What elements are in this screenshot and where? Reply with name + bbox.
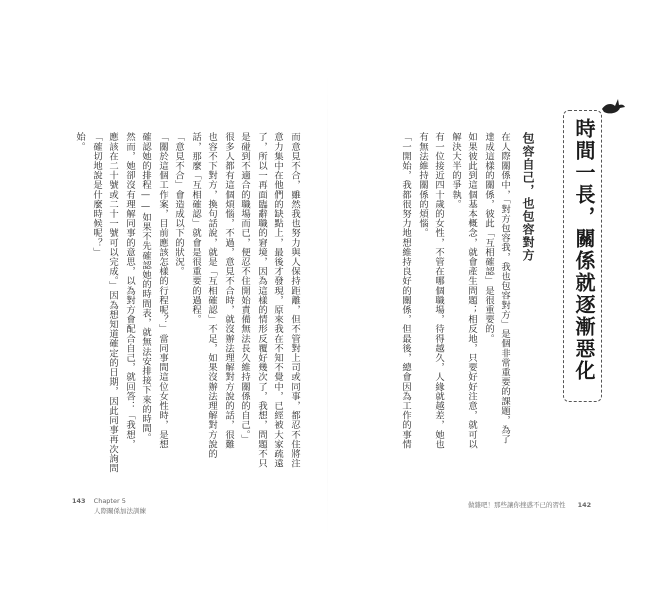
footer-chapter-label: Chapter 5 <box>93 497 126 505</box>
paragraph-line: 確認她的排程——如果不先確認她的時間表，就無法安排接下來的時間。 <box>140 132 151 443</box>
paragraph-line: 意力集中在他們的缺點上，最後才發現，原來我在不知不覺中，已經被大家疏遠 <box>272 132 283 468</box>
paragraph-line: 了，所以一再面臨辭職的窘境，因為這樣的情形反覆好幾次了，我想，問題不只 <box>256 132 267 468</box>
paragraph-line: 「一開始，我都很努力地想維持良好的關係，但最後，總會因為工作的事情 <box>400 132 411 449</box>
page-number: 142 <box>577 501 592 509</box>
bird-icon <box>600 95 626 117</box>
paragraph-line: 有無法維持關係的煩惱。 <box>417 132 428 238</box>
left-page-footer <box>72 497 146 515</box>
page-gutter <box>327 70 328 540</box>
paragraph-line: 然而，她卻沒有理解同事的意思，以為對方會配合自己，就回答：「我想， <box>124 132 135 449</box>
paragraph-line: 有一位接近四十歲的女性，不管在哪個職場，待得越久，人緣就越差，她也 <box>433 132 444 449</box>
paragraph-line: 應該在二十號或二十一號可以完成。」因為想知道確定的日期，因此同事再次詢問 <box>107 132 118 473</box>
paragraph-line: 「意見不合」會造成以下的狀況。 <box>173 132 184 276</box>
section-heading: 包容自己，也包容對方 <box>521 132 535 262</box>
paragraph-line: 在人際關係中，「對方包容我，我也包容對方」是個非常重要的課題，為了 <box>499 132 510 445</box>
paragraph-line: 話，那麼「互相確認」就會是很重要的過程。 <box>190 132 201 324</box>
paragraph-line: 「確切地說是什麼時候呢？」 <box>91 132 102 257</box>
chapter-title: 時間一長，關係就逐漸惡化 <box>572 118 596 382</box>
paragraph-line: 如果彼此到這個基本概念，就會產生問題；相反地，只要好好注意，就可以 <box>466 132 477 449</box>
paragraph-line: 很多人都有這個煩惱，不過，意見不合時，就沒辦法理解對方說的話，很難 <box>223 132 234 449</box>
paragraph-line: 而意見不合，雖然我也努力與人保持距離，但不管對上司或同事，都忍不住將注 <box>289 132 300 468</box>
paragraph-line: 「關於這個工作案，目前應該怎樣的行程呢？」當同事間這位女性時，是想 <box>157 132 168 449</box>
paragraph-line: 也容不下對方，換句話說，就是「互相確認」不足，如果沒辦法理解對方說的 <box>206 132 217 459</box>
paragraph-line: 是碰到不適合的職場而已，便忍不住開始責備無法長久維持關係的自己。」 <box>239 132 250 445</box>
paragraph-line: 始。 <box>74 132 85 152</box>
footer-running-title: 做雜吧！那些讓你挫惑不已的習性 <box>468 501 566 509</box>
footer-running-title: 人際關係加法訓練 <box>94 507 146 515</box>
paragraph-line: 解決大半的爭執。 <box>450 132 461 209</box>
paragraph-line: 達成這樣的關係，彼此「互相確認」是很重要的。 <box>483 132 494 344</box>
page-number: 143 <box>72 497 86 505</box>
right-page-footer <box>468 500 591 509</box>
